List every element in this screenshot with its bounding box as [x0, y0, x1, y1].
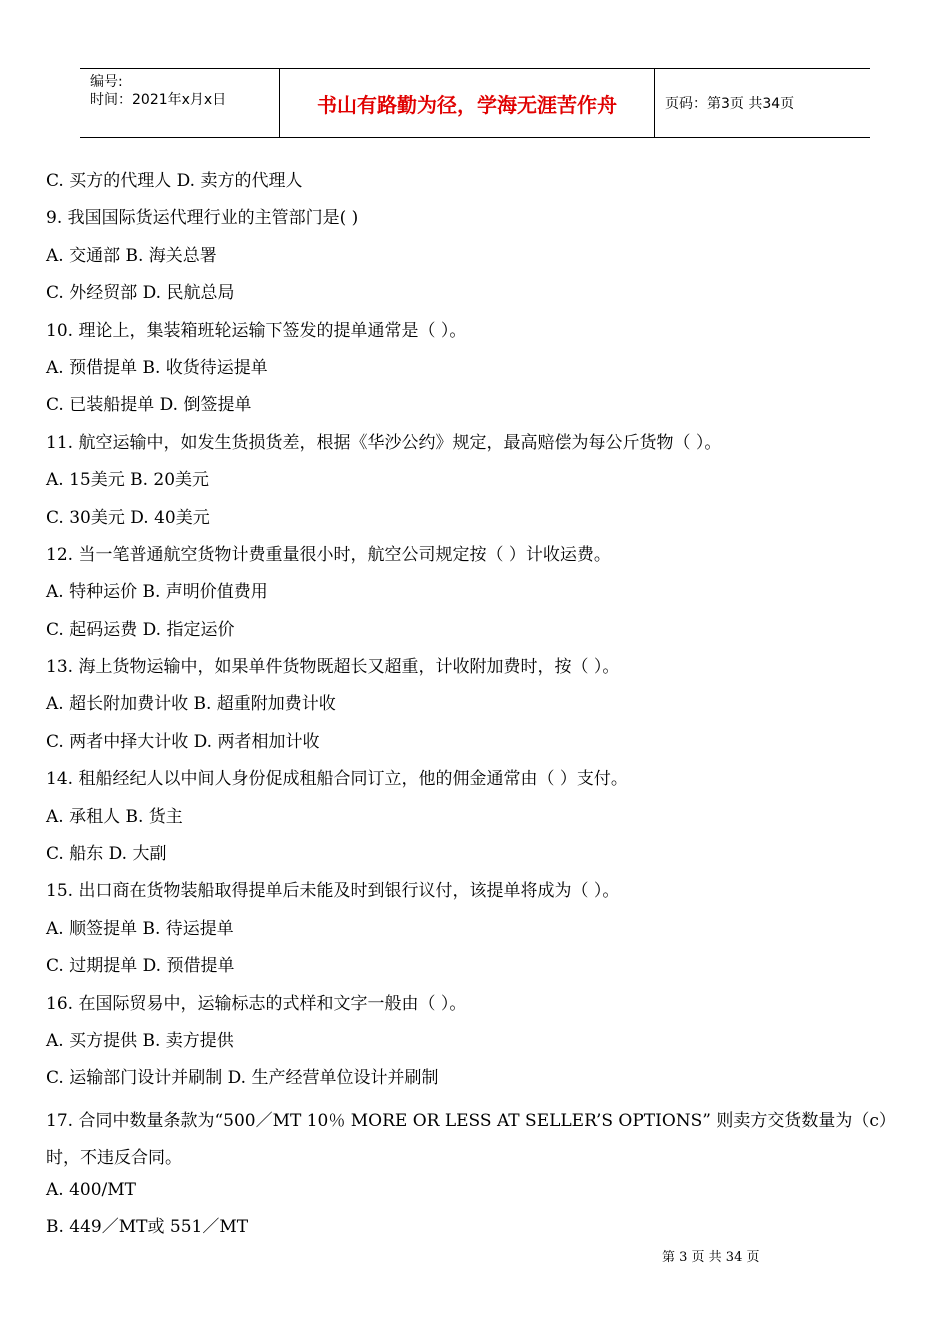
text-line: C. 两者中择大计收 D. 两者相加计收	[46, 731, 320, 752]
text-line: A. 承租人 B. 货主	[46, 806, 183, 827]
header-motto: 书山有路勤为径，学海无涯苦作舟	[280, 69, 655, 137]
time-label: 时间：2021年x月x日	[90, 92, 227, 108]
text-line: C. 起码运费 D. 指定运价	[46, 619, 235, 640]
text-line: C. 船东 D. 大副	[46, 844, 167, 865]
text-line: C. 30美元 D. 40美元	[46, 507, 210, 528]
text-line: A. 交通部 B. 海关总署	[46, 245, 217, 266]
page-header	[80, 68, 870, 138]
question-11: 11. 航空运输中，如发生货损货差，根据《华沙公约》规定，最高赔偿为每公斤货物（ ）。	[46, 432, 722, 453]
question-17: 17. 合同中数量条款为“500／MT 10％ MORE OR LESS AT SELLER’S OPTIONS” 则卖方交货数量为（c）时，不违反合同。	[46, 1110, 896, 1168]
text-line: C. 运输部门设计并刷制 D. 生产经营单位设计并刷制	[46, 1068, 439, 1089]
text-line: A. 预借提单 B. 收货待运提单	[46, 357, 268, 378]
id-label: 编号:	[90, 74, 123, 90]
header-page-label: 页码：第3页 共34页	[665, 96, 795, 112]
text-line: C. 外经贸部 D. 民航总局	[46, 283, 235, 304]
text-line: C. 买方的代理人 D. 卖方的代理人	[46, 171, 303, 191]
text-line: C. 过期提单 D. 预借提单	[46, 956, 235, 977]
document-body	[46, 168, 916, 1252]
question-16: 16. 在国际贸易中，运输标志的式样和文字一般由（ ）。	[46, 993, 467, 1014]
text-line: C. 已装船提单 D. 倒签提单	[46, 395, 252, 416]
question-14: 14. 租船经纪人以中间人身份促成租船合同订立，他的佣金通常由（ ）支付。	[46, 769, 628, 790]
page-footer: 第 3 页 共 34 页	[662, 1250, 760, 1265]
text-line: A. 15美元 B. 20美元	[46, 470, 210, 491]
header-info	[80, 69, 280, 137]
question-13: 13. 海上货物运输中，如果单件货物既超长又超重，计收附加费时，按（ ）。	[46, 657, 620, 678]
text-line: A. 顺签提单 B. 待运提单	[46, 918, 234, 939]
text-line: A. 超长附加费计收 B. 超重附加费计收	[46, 694, 336, 715]
text-line: A. 400/MT	[46, 1179, 137, 1200]
question-10: 10. 理论上，集装箱班轮运输下签发的提单通常是（ ）。	[46, 320, 467, 341]
text-line: A. 特种运价 B. 声明价值费用	[46, 582, 268, 603]
text-line: A. 买方提供 B. 卖方提供	[46, 1030, 234, 1051]
question-15: 15. 出口商在货物装船取得提单后未能及时到银行议付，该提单将成为（ ）。	[46, 881, 620, 902]
question-12: 12. 当一笔普通航空货物计费重量很小时，航空公司规定按（ ）计收运费。	[46, 544, 611, 565]
text-line: B. 449／MT或 551／MT	[46, 1217, 249, 1238]
question-9: 9. 我国国际货运代理行业的主管部门是( )	[46, 208, 359, 229]
